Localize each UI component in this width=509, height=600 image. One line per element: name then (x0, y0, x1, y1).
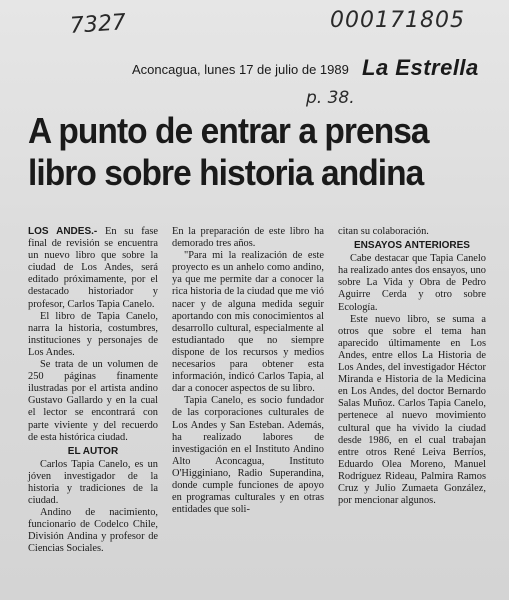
paragraph: Se trata de un volumen de 250 páginas finamente ilustradas por el artista andino Gustavo Gallardo y en la cual el lector se encontrará con parte viviente y del recuerdo de esta histórica ciudad. (28, 359, 158, 443)
paragraph: Tapia Canelo, es socio fundador de las corporaciones culturales de Los Andes y San Esteban. Además, ha realizado labores de investigación en el Instituto Andino Alto Aconcagua, Instituto O'Higginiano, Radio Superandina, donde cumple funciones de apoyo en programas culturales y en otras entidades que soli- (172, 395, 324, 516)
paragraph (28, 226, 158, 311)
dateline: Aconcagua, lunes 17 de julio de 1989 (132, 62, 349, 77)
lead-dateline: LOS ANDES.- (28, 226, 98, 237)
headline-line-1: A punto de entrar a prensa (28, 110, 429, 151)
paragraph: "Para mi la realización de este proyecto es un anhelo como andino, ya que me permite dar a conocer la rica historia de la ciudad que me vió nacer y de alguna medida seguir aportando con mis conocimientos al desarrollo cultural, especialmente al estudiantado que no siempre dispone de los recursos y medios necesarios para obtener esta información, indicó Carlos Tapia, al dar a conocer aspectos de su libro. (172, 250, 324, 395)
headline (28, 110, 498, 194)
handwritten-number: 7327 (69, 10, 127, 39)
paragraph: En la preparación de este libro ha demorado tres años. (172, 226, 324, 250)
article-column-2 (172, 226, 324, 516)
subhead-ensayos-anteriores: ENSAYOS ANTERIORES (354, 240, 470, 252)
paragraph-text: En su fase final de revisión se encuentra un nuevo libro que sobre la ciudad de Los Andes, será editado próximamente, por el destacado historiador y profesor, Carlos Tapia Canelo. (28, 226, 158, 310)
paragraph: citan su colaboración. (338, 226, 429, 237)
paragraph: Cabe destacar que Tapia Canelo ha realizado antes dos ensayos, uno sobre La Vida y Obra de Pedro Aguirre Cerda y otro sobre Ecología. (338, 253, 486, 313)
newspaper-logo: La Estrella (362, 55, 479, 80)
handwritten-code: 000171805 (330, 8, 465, 33)
headline-line-2: libro sobre historia andina (28, 152, 424, 193)
paragraph: Carlos Tapia Canelo, es un jóven investigador de la historia y tradiciones de la ciudad. (28, 458, 158, 507)
subhead-el-autor: EL AUTOR (67, 445, 119, 457)
article-column-3 (338, 226, 486, 507)
handwritten-page-ref: p. 38. (306, 88, 355, 108)
article-column-1 (28, 226, 158, 556)
paragraph: El libro de Tapia Canelo, narra la historia, costumbres, instituciones y personajes de Los Andes. (28, 310, 158, 358)
paragraph: Este nuevo libro, se suma a otros que sobre el tema han aparecido últimamente en Los Andes, entre ellos La Historia de Los Andes, del investigador Héctor Miranda e Historia de la Medicina en Los Andes, del doctor Bernardo Salas Muñoz. Carlos Tapia Canelo, pertenece al nuevo movimiento cultural que ha vivido la ciudad desde 1986, en el cual trabajan entre otros René Leiva Berríos, Eduardo Olea Moreno, Manuel Rodríguez Rideau, Palmira Ramos Cruz y Julio Zumaeta González, por mencionar algunos. (338, 313, 486, 507)
paragraph: Andino de nacimiento, funcionario de Codelco Chile, División Andina y profesor de Ciencias Sociales. (28, 507, 158, 555)
